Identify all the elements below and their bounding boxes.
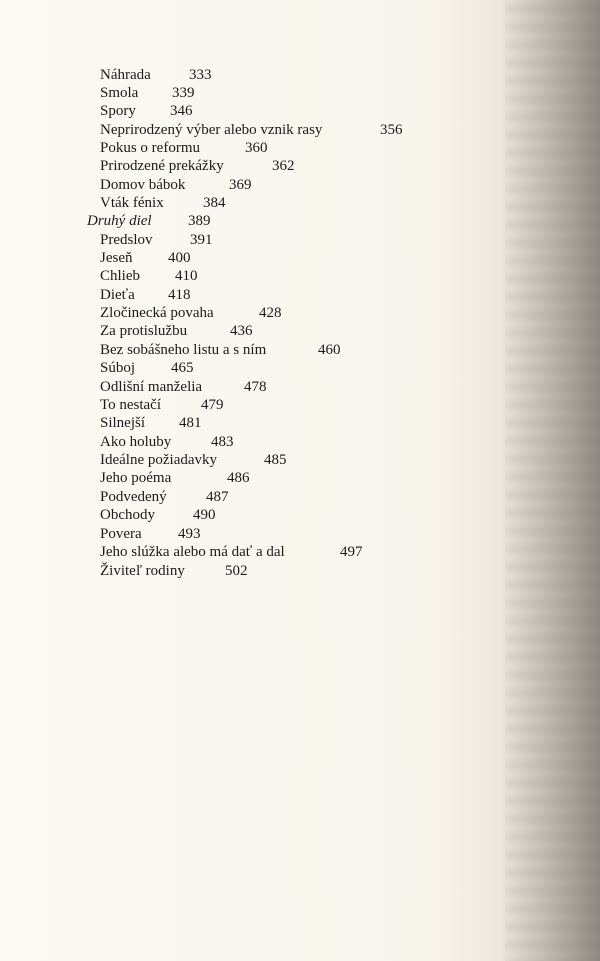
entry-page: 369 <box>229 177 252 193</box>
entry-title: Smola <box>100 85 139 101</box>
entry-page: 333 <box>189 67 212 83</box>
entry-title: Odlišní manželia <box>100 379 203 395</box>
entry-page: 485 <box>264 452 287 468</box>
entry-title: Živiteľ rodiny <box>100 563 185 579</box>
entry-title: Obchody <box>100 507 155 523</box>
entry-title: Vták fénix <box>100 195 164 211</box>
entry-title: Jeseň <box>100 250 133 266</box>
entry-page: 346 <box>170 103 193 119</box>
entry-page: 384 <box>203 195 226 211</box>
entry-title: Súboj <box>100 360 136 376</box>
entry-page: 418 <box>168 287 191 303</box>
entry-page: 486 <box>227 470 250 486</box>
entry-page: 460 <box>318 342 341 358</box>
entry-page: 487 <box>206 489 229 505</box>
entry-title: Chlieb <box>100 268 140 284</box>
entry-title: Bez sobášneho listu a s ním <box>100 342 267 358</box>
entry-page: 391 <box>190 232 213 248</box>
entry-title: Neprirodzený výber alebo vznik rasy <box>100 122 323 138</box>
entry-title: Za protislužbu <box>100 323 188 339</box>
entry-page: 465 <box>171 360 194 376</box>
entry-title: Prirodzené prekážky <box>100 158 224 174</box>
entry-title: Jeho poéma <box>100 470 172 486</box>
entry-title: To nestačí <box>100 397 162 413</box>
entry-title: Ako holuby <box>100 434 172 450</box>
entry-page: 490 <box>193 507 216 523</box>
entry-title: Povera <box>100 526 142 542</box>
entry-page: 481 <box>179 415 202 431</box>
entry-title: Spory <box>100 103 136 119</box>
entry-page: 428 <box>259 305 282 321</box>
entry-page: 400 <box>168 250 191 266</box>
entry-page: 479 <box>201 397 224 413</box>
entry-page: 497 <box>340 544 363 560</box>
entry-page: 389 <box>188 213 211 229</box>
entry-title: Pokus o reformu <box>100 140 200 156</box>
entry-title: Zločinecká povaha <box>100 305 214 321</box>
entry-page: 362 <box>272 158 295 174</box>
entry-page: 493 <box>178 526 201 542</box>
part-title: Druhý diel <box>87 213 152 229</box>
entry-title: Silnejší <box>100 415 146 431</box>
entry-title: Predslov <box>100 232 153 248</box>
entry-title: Jeho slúžka alebo má dať a dal <box>100 544 285 560</box>
entry-page: 478 <box>244 379 267 395</box>
entry-page: 410 <box>175 268 198 284</box>
entry-page: 483 <box>211 434 234 450</box>
entry-title: Domov bábok <box>100 177 186 193</box>
entry-title: Podvedený <box>100 489 167 505</box>
entry-page: 356 <box>380 122 403 138</box>
entry-title: Náhrada <box>100 67 151 83</box>
entry-title: Dieťa <box>100 287 135 303</box>
entry-page: 502 <box>225 563 248 579</box>
entry-page: 360 <box>245 140 268 156</box>
entry-page: 339 <box>172 85 195 101</box>
entry-title: Ideálne požiadavky <box>100 452 218 468</box>
entry-page: 436 <box>230 323 253 339</box>
